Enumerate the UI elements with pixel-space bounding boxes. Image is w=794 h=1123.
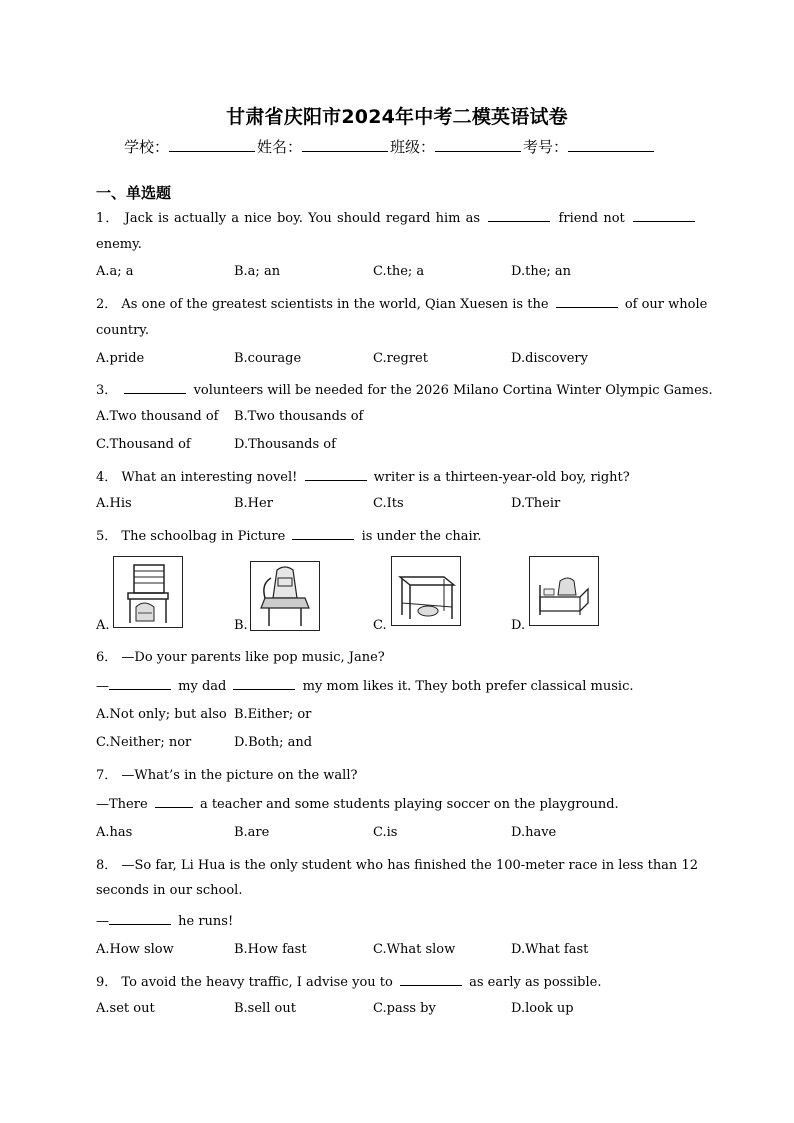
option-a[interactable]: A.Two thousand of (96, 409, 219, 424)
option-a[interactable]: A. (96, 618, 110, 633)
question-1-stem (96, 207, 698, 226)
name-blank[interactable] (302, 137, 388, 152)
question-text: friend not (558, 211, 625, 226)
question-text: writer is a thirteen-year-old boy, right? (373, 470, 630, 485)
chair-icon (114, 557, 182, 627)
question-number: 5． (96, 529, 118, 544)
question-9-stem (96, 971, 601, 990)
question-number: 6． (96, 650, 118, 665)
question-number: 1． (96, 211, 120, 226)
option-a[interactable]: A.set out (96, 1001, 155, 1016)
option-c[interactable]: C.Neither; nor (96, 735, 192, 750)
option-c[interactable]: C.regret (373, 351, 428, 366)
table-icon (392, 557, 460, 625)
option-c[interactable]: C.What slow (373, 942, 456, 957)
picture-c-bag-under-table[interactable] (391, 556, 461, 626)
dash: — (96, 914, 109, 929)
section-heading: 一、单选题 (96, 184, 172, 202)
answer-blank[interactable] (305, 468, 367, 481)
option-b[interactable]: B.sell out (234, 1001, 296, 1016)
question-text: What an interesting novel! (121, 470, 298, 485)
question-text: a teacher and some students playing soccer on the playground. (199, 797, 619, 812)
answer-blank[interactable] (109, 912, 171, 925)
school-label: 学校： (124, 138, 170, 156)
option-b[interactable]: B.Her (234, 496, 273, 511)
option-b[interactable]: B.Two thousands of (234, 409, 364, 424)
question-text: volunteers will be needed for the 2026 Milano Cortina Winter Olympic Games. (193, 383, 713, 398)
answer-blank[interactable] (400, 973, 462, 986)
option-c[interactable]: C. (373, 618, 387, 633)
number-blank[interactable] (568, 137, 654, 152)
school-blank[interactable] (169, 137, 255, 152)
question-text: as early as possible. (469, 975, 602, 990)
question-6-response (96, 677, 634, 694)
name-label: 姓名： (257, 138, 303, 156)
question-text: my dad (178, 679, 227, 694)
option-b[interactable]: B. (234, 618, 248, 633)
option-a[interactable]: A.How slow (96, 942, 174, 957)
question-number: 9． (96, 975, 118, 990)
answer-blank[interactable] (556, 295, 618, 308)
answer-blank[interactable] (633, 209, 695, 222)
answer-blank[interactable] (488, 209, 550, 222)
question-8-response (96, 912, 233, 929)
option-d[interactable]: D.the; an (511, 264, 572, 279)
class-blank[interactable] (435, 137, 521, 152)
question-text: is under the chair. (361, 529, 482, 544)
option-b[interactable]: B.are (234, 825, 270, 840)
option-d[interactable]: D. (511, 618, 526, 633)
schoolbag-icon (251, 562, 319, 630)
question-text: my mom likes it. They both prefer classical music. (302, 679, 634, 694)
option-d[interactable]: D.Thousands of (234, 437, 336, 452)
option-c[interactable]: C.is (373, 825, 398, 840)
question-text: The schoolbag in Picture (121, 529, 286, 544)
option-b[interactable]: B.Either; or (234, 707, 312, 722)
option-a[interactable]: A.pride (96, 351, 145, 366)
question-8-stem (96, 854, 698, 873)
number-label: 考号： (523, 138, 569, 156)
question-7-stem (96, 764, 357, 783)
answer-blank[interactable] (233, 677, 295, 690)
page-title: 甘肃省庆阳市2024年中考二模英语试卷 (226, 106, 568, 128)
question-text: he runs! (178, 914, 234, 929)
option-c[interactable]: C.pass by (373, 1001, 436, 1016)
question-number: 7． (96, 768, 118, 783)
option-b[interactable]: B.How fast (234, 942, 307, 957)
option-d[interactable]: D.discovery (511, 351, 588, 366)
question-6-stem (96, 646, 385, 665)
question-number: 3． (96, 383, 118, 398)
question-text: To avoid the heavy traffic, I advise you to (121, 975, 393, 990)
option-b[interactable]: B.a; an (234, 264, 281, 279)
question-number: 2． (96, 297, 118, 312)
answer-blank[interactable] (292, 527, 354, 540)
option-d[interactable]: D.Both; and (234, 735, 313, 750)
picture-b-bag-on-chair[interactable] (250, 561, 320, 631)
question-text: —What’s in the picture on the wall? (121, 768, 358, 783)
answer-blank[interactable] (155, 795, 193, 808)
student-info-row (124, 136, 656, 157)
question-4-stem (96, 466, 630, 485)
option-a[interactable]: A.Not only; but also (96, 707, 227, 722)
question-number: 8． (96, 858, 118, 873)
option-d[interactable]: D.have (511, 825, 557, 840)
question-1-continuation: enemy. (96, 237, 142, 252)
option-d[interactable]: D.look up (511, 1001, 574, 1016)
answer-blank[interactable] (109, 677, 171, 690)
question-3-stem (96, 379, 713, 398)
question-7-response (96, 795, 619, 812)
option-d[interactable]: D.What fast (511, 942, 589, 957)
option-d[interactable]: D.Their (511, 496, 561, 511)
question-2-stem (96, 293, 708, 312)
question-text: —So far, Li Hua is the only student who has finished the 100-meter race in less than 12 (121, 858, 698, 873)
picture-a-chair-bag-under[interactable] (113, 556, 183, 628)
option-c[interactable]: C.Its (373, 496, 404, 511)
option-a[interactable]: A.a; a (96, 264, 134, 279)
question-5-stem (96, 525, 482, 544)
picture-d-bag-on-bed[interactable] (529, 556, 599, 626)
option-a[interactable]: A.has (96, 825, 133, 840)
question-text: of our whole (624, 297, 708, 312)
question-number: 4． (96, 470, 118, 485)
question-text: Jack is actually a nice boy. You should regard him as (124, 211, 481, 226)
question-8-continuation: seconds in our school. (96, 883, 243, 898)
class-label: 班级： (390, 138, 436, 156)
option-a[interactable]: A.His (96, 496, 132, 511)
question-text: —There (96, 797, 148, 812)
option-c[interactable]: C.the; a (373, 264, 425, 279)
bed-icon (530, 557, 598, 625)
question-text: —Do your parents like pop music, Jane? (121, 650, 385, 665)
option-b[interactable]: B.courage (234, 351, 302, 366)
question-text: As one of the greatest scientists in the world, Qian Xuesen is the (121, 297, 549, 312)
option-c[interactable]: C.Thousand of (96, 437, 191, 452)
answer-blank[interactable] (124, 381, 186, 394)
dash: — (96, 679, 109, 694)
question-2-continuation: country. (96, 323, 150, 338)
